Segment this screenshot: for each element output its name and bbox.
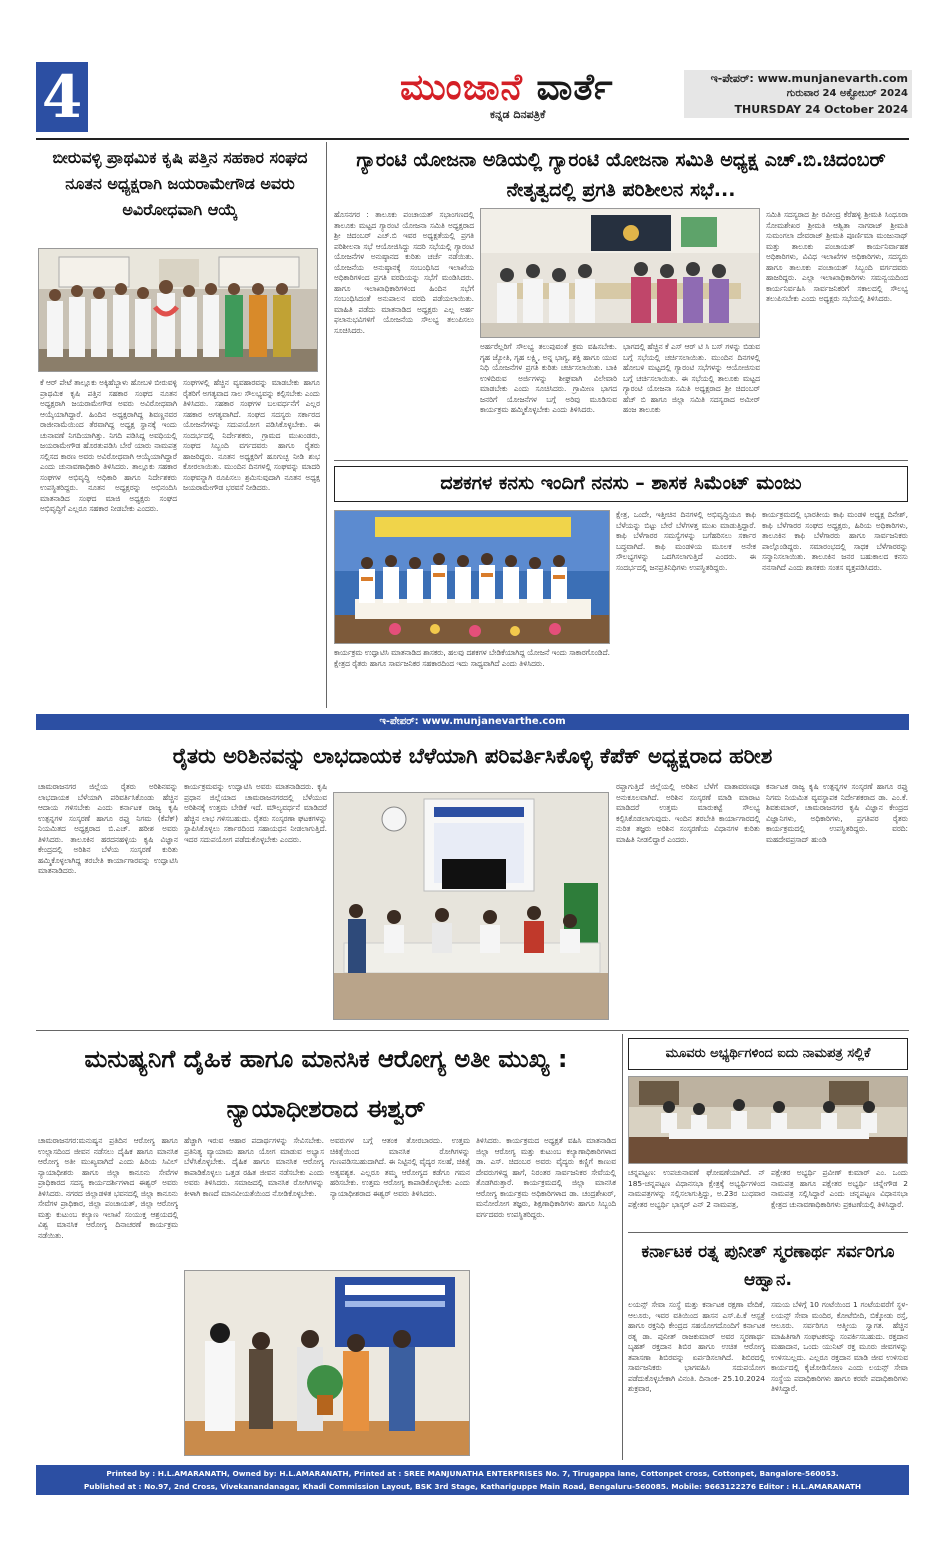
imprint-line-1: Printed by : H.L.AMARANATH, Owned by: H.L.AMARANATH, Printed at : SREE MANJUNATHA ENTERPRISES No. 7, Tirugappa lane, Cottonpet cross, Cottonpet, Bangalore-560053. bbox=[106, 1469, 839, 1478]
article-5-headline: ಮನುಷ್ಯನಿಗೆ ದೈಹಿಕ ಹಾಗೂ ಮಾನಸಿಕ ಆರೋಗ್ಯ ಅತೀ ಮುಖ್ಯ : ನ್ಯಾಯಾಧೀಶರಾದ ಈಶ್ವರ್ bbox=[84, 1045, 568, 1123]
article-5-col-2: ಹೆಚ್ಚಾಗಿ ಇರುವ ಆಹಾರ ಪದಾರ್ಥಗಳನ್ನು ಸೇವಿಸಬೇಕು. ಪ್ರತಿನಿತ್ಯ ವ್ಯಾಯಾಮ ಹಾಗೂ ಯೋಗ ಮಾಡುವ ಅಭ್ಯಾಸ ಬೆಳೆಸಿಕೊಳ್ಳಬೇಕು. ದೈಹಿಕ ಹಾಗೂ ಮಾನಸಿಕ ಆರೋಗ್ಯ ಕಾಪಾಡಿಕೊಳ್ಳಲು ಒತ್ತಡ ರಹಿತ ಜೀವನ ನಡೆಸಬೇಕು ಎಂದು ಅವರು ತಿಳಿಸಿದರು. ಸಮಾಜದಲ್ಲಿ ಮಾನಸಿಕ ರೋಗಿಗಳನ್ನು ಕೀಳಾಗಿ ಕಾಣದೆ ಮಾನವೀಯತೆಯಿಂದ ನೋಡಿಕೊಳ್ಳಬೇಕು. bbox=[184, 1136, 324, 1198]
article-6-headline: ಮೂವರು ಅಭ್ಯರ್ಥಿಗಳಿಂದ ಐದು ನಾಮಪತ್ರ ಸಲ್ಲಿಕೆ bbox=[628, 1038, 908, 1070]
article-7-col-2: ಸಮಯ ಬೆಳಿಗ್ಗೆ 10 ಗಂಟೆಯಿಂದ 1 ಗಂಟೆಯವರೆಗೆ ಸ್ಥಳ- ಲಯನ್ಸ್ ಸೇವಾ ಮಂದಿರ, ಕೋಟೆಬೀದಿ, ಬಿಕ್ಕೋಡು ರಸ್ತೆ, ಆಲೂರು. ಸರ್ವರಿಗೂ ಆತ್ಮೀಯ ಸ್ವಾಗತ. ಹೆಚ್ಚಿನ ಮಾಹಿತಿಗಾಗಿ ಸಂಘಟಕರನ್ನು ಸಂಪರ್ಕಿಸಬಹುದು. ರಕ್ತದಾನ ಮಹಾದಾನ, ಒಂದು ಯುನಿಟ್ ರಕ್ತ ಮೂರು ಜೀವಗಳನ್ನು ಉಳಿಸಬಲ್ಲದು. ಎಲ್ಲರೂ ರಕ್ತದಾನ ಮಾಡಿ ಜೀವ ಉಳಿಸುವ ಕಾರ್ಯದಲ್ಲಿ ಕೈಜೋಡಿಸೋಣ ಎಂದು ಲಯನ್ಸ್ ಸೇವಾ ಸಂಸ್ಥೆಯ ಪದಾಧಿಕಾರಿಗಳು ಹಾಗೂ ಕರವೇ ಪದಾಧಿಕಾರಿಗಳು ತಿಳಿಸಿದ್ದಾರೆ. bbox=[771, 1300, 908, 1393]
article-4-col-1: ಚಾಮರಾಜನಗರ ಜಿಲ್ಲೆಯ ರೈತರು ಅರಿಶಿನವನ್ನು ಲಾಭದಾಯಕ ಬೆಳೆಯಾಗಿ ಪರಿವರ್ತಿಸಿಕೊಂಡು ಹೆಚ್ಚಿನ ಆದಾಯ ಗಳಿಸಬೇಕು ಎಂದು ಕರ್ನಾಟಕ ರಾಜ್ಯ ಕೃಷಿ ಉತ್ಪನ್ನಗಳ ಸಂಸ್ಕರಣೆ ಹಾಗೂ ರಫ್ತು ನಿಗಮ (ಕೆಪೆಕ್) ನಿಯಮಿತದ ಅಧ್ಯಕ್ಷರಾದ ಬಿ.ಎಚ್. ಹರೀಶ ಅವರು ತಿಳಿಸಿದರು. ತಾಲೂಕಿನ ಹರದನಹಳ್ಳಿಯ ಕೃಷಿ ವಿಜ್ಞಾನ ಕೇಂದ್ರದಲ್ಲಿ ಅರಿಶಿನ ಬೆಳೆಯ ಸಂಸ್ಕರಣೆ ಕುರಿತು ಹಮ್ಮಿಕೊಳ್ಳಲಾಗಿದ್ದ ತರಬೇತಿ ಕಾರ್ಯಾಗಾರವನ್ನು ಉದ್ಘಾಟಿಸಿ ಮಾತನಾಡಿದರು. bbox=[38, 782, 178, 875]
column-divider-2 bbox=[622, 1034, 623, 1460]
article-3-col-2: ಕ್ಷೇತ್ರ, ಒಂದೇ, ಇತ್ತೀಚಿನ ದಿನಗಳಲ್ಲಿ ಅಭಿವೃದ್ಧಿಯೂ ಕಾಫಿ ಬೆಳೆಯನ್ನು ಬಿಟ್ಟು ಬೇರೆ ಬೆಳೆಗಳತ್ತ ಮುಖ ಮಾಡುತ್ತಿದ್ದಾರೆ. ಕಾಫಿ ಬೆಳೆಗಾರರ ಸಮಸ್ಯೆಗಳನ್ನು ಬಗೆಹರಿಸಲು ಸರ್ಕಾರ ಬದ್ಧವಾಗಿದೆ. ಕಾಫಿ ಮಂಡಳಿಯ ಮೂಲಕ ಅನೇಕ ಸೌಲಭ್ಯಗಳನ್ನು ಒದಗಿಸಲಾಗುತ್ತಿದೆ ಎಂದರು. ಈ ಸಂದರ್ಭದಲ್ಲಿ ಜನಪ್ರತಿನಿಧಿಗಳು ಉಪಸ್ಥಿತರಿದ್ದರು. bbox=[616, 510, 756, 572]
article-5-photo bbox=[184, 1270, 470, 1456]
article-5-col-4: ತಿಳಿಸಿದರು. ಕಾರ್ಯಕ್ರಮದ ಅಧ್ಯಕ್ಷತೆ ವಹಿಸಿ ಮಾತನಾಡಿದ ಜಿಲ್ಲಾ ಆರೋಗ್ಯ ಮತ್ತು ಕುಟುಂಬ ಕಲ್ಯಾಣಾಧಿಕಾರಿಗಳಾದ ಡಾ. ಎಸ್. ಚಿದಂಬರ ಅವರು ವೈದ್ಯರು ಕಣ್ಣಿಗೆ ಕಾಣುವ ದೇವರುಗಳಿದ್ದ ಹಾಗೆ, ನಿರಂತರ ಸಾರ್ವಜನಿಕರ ಸೇವೆಯಲ್ಲಿ ತೊಡಗಿರುತ್ತಾರೆ. ಕಾರ್ಯಕ್ರಮದಲ್ಲಿ ಜಿಲ್ಲಾ ಮಾನಸಿಕ ಆರೋಗ್ಯ ಕಾರ್ಯಕ್ರಮ ಅಧಿಕಾರಿಗಳಾದ ಡಾ. ಚಂದ್ರಶೇಖರ್, ಮನೋರೋಗ ತಜ್ಞರು, ಶಿಕ್ಷಣಾಧಿಕಾರಿಗಳು ಹಾಗೂ ಸಿಬ್ಬಂದಿ ವರ್ಗದವರು ಉಪಸ್ಥಿತರಿದ್ದರು. bbox=[476, 1136, 616, 1219]
article-1-photo bbox=[38, 248, 318, 372]
article-7-col-1: ಲಯನ್ಸ್ ಸೇವಾ ಸಂಸ್ಥೆ ಮತ್ತು ಕರ್ನಾಟಕ ರಕ್ಷಣಾ ವೇದಿಕೆ, ಆಲೂರು, ಇವರ ವತಿಯಿಂದ ಹಾಸನ ಎಸ್.ಪಿ.ಕೆ ಆಸ್ಪತ್ರೆ ಹಾಗೂ ರಕ್ತನಿಧಿ ಕೇಂದ್ರದ ಸಹಯೋಗದೊಂದಿಗೆ ಕರ್ನಾಟಕ ರತ್ನ ಡಾ. ಪುನೀತ್ ರಾಜಕುಮಾರ್ ಅವರ ಸ್ಮರಣಾರ್ಥ ಬೃಹತ್ ರಕ್ತದಾನ ಶಿಬಿರ ಹಾಗೂ ಉಚಿತ ಆರೋಗ್ಯ ತಪಾಸಣಾ ಶಿಬಿರವನ್ನು ಏರ್ಪಡಿಸಲಾಗಿದೆ. ಶಿಬಿರದಲ್ಲಿ ಸಾರ್ವಜನಿಕರು ಭಾಗವಹಿಸಿ ಸದುಪಯೋಗ ಪಡೆದುಕೊಳ್ಳಬೇಕಾಗಿ ವಿನಂತಿ. ದಿನಾಂಕ- 25.10.2024 ಶುಕ್ರವಾರ, bbox=[628, 1300, 765, 1393]
date-kannada: ಗುರುವಾರ 24 ಅಕ್ಟೋಬರ್ 2024 bbox=[786, 88, 908, 99]
article-6-col-2: ಪಕ್ಷೇತರ ಅಭ್ಯರ್ಥಿ ಪ್ರವೀಣ್ ಕುಮಾರ್ ಎಂ. ಒಂದು ನಾಮಪತ್ರ ಹಾಗೂ ಪಕ್ಷೇತರ ಅಭ್ಯರ್ಥಿ ಚನ್ನೇಗೌಡ 2 ನಾಮಪತ್ರ ಸಲ್ಲಿಸಿದ್ದಾರೆ ಎಂದು ಚನ್ನಪಟ್ಟಣ ವಿಧಾನಸಭಾ ಕ್ಷೇತ್ರದ ಚುನಾವಣಾಧಿಕಾರಿಗಳು ಪ್ರಕಟಣೆಯಲ್ಲಿ ತಿಳಿಸಿದ್ದಾರೆ. bbox=[771, 1168, 908, 1209]
article-1-col-2: ಸಂಘಗಳಲ್ಲಿ ಹೆಚ್ಚಿನ ವ್ಯವಹಾರವನ್ನು ಮಾಡಬೇಕು ಹಾಗೂ ರೈತರಿಗೆ ಅಗತ್ಯವಾದ ಸಾಲ ಸೌಲಭ್ಯವನ್ನು ಕಲ್ಪಿಸಬೇಕು ಎಂದು ತಿಳಿಸಿದರು. ಸಹಕಾರ ಸಂಘಗಳ ಬಲವರ್ಧನೆಗೆ ಎಲ್ಲರ ಸಹಕಾರ ಅಗತ್ಯವಾಗಿದೆ. ಸಂಘದ ಸದಸ್ಯರು ಸರ್ಕಾರದ ಯೋಜನೆಗಳನ್ನು ಸದುಪಯೋಗ ಪಡಿಸಿಕೊಳ್ಳಬೇಕು. ಈ ಸಂದರ್ಭದಲ್ಲಿ ನಿರ್ದೇಶಕರು, ಗ್ರಾಮದ ಮುಖಂಡರು, ಸಂಘದ ಸಿಬ್ಬಂದಿ ವರ್ಗದವರು ಹಾಗೂ ರೈತರು ಹಾಜರಿದ್ದರು. ನೂತನ ಅಧ್ಯಕ್ಷರಿಗೆ ಹೂಗುಚ್ಛ ನೀಡಿ ಶುಭ ಕೋರಲಾಯಿತು. ಮುಂದಿನ ದಿನಗಳಲ್ಲಿ ಸಂಘವನ್ನು ಮಾದರಿ ಸಂಘವನ್ನಾಗಿ ರೂಪಿಸಲು ಶ್ರಮಿಸುವುದಾಗಿ ನೂತನ ಅಧ್ಯಕ್ಷ ಜಯರಾಮೇಗೌಡ ಭರವಸೆ ನೀಡಿದರು. bbox=[183, 378, 320, 492]
date-english: THURSDAY 24 October 2024 bbox=[734, 103, 908, 116]
newspaper-subtitle: ಕನ್ನಡ ದಿನಪತ್ರಿಕೆ bbox=[490, 108, 546, 121]
article-3-headline: ದಶಕಗಳ ಕನಸು ಇಂದಿಗೆ ನನಸು – ಶಾಸಕ ಸಿಮೆಂಟ್ ಮಂಜು bbox=[334, 466, 908, 502]
title-part-2: ವಾರ್ತೆ bbox=[536, 67, 614, 108]
article-6-col-1: ಚನ್ನಪಟ್ಟಣ: ಉಪಚುನಾವಣೆ ಘೋಷಣೆಯಾಗಿದೆ. ನ್ 185-ಚನ್ನಪಟ್ಟಣ ವಿಧಾನಸಭಾ ಕ್ಷೇತ್ರಕ್ಕೆ ಅಭ್ಯರ್ಥಿಗಳಿಂದ ನಾಮಪತ್ರಗಳನ್ನು ಸಲ್ಲಿಸಲಾಗುತ್ತಿದ್ದು, ಅ.23ರ ಬುಧವಾರ ಪಕ್ಷೇತರ ಅಭ್ಯರ್ಥಿ ಭಾಸ್ಕರ್ ಎನ್ 2 ನಾಮಪತ್ರ, bbox=[628, 1168, 765, 1209]
article-4-col-3: ರಫ್ತಾಗುತ್ತಿದೆ ಜಿಲ್ಲೆಯಲ್ಲಿ ಅರಿಶಿನ ಬೆಳೆಗೆ ವಾತಾವರಣವೂ ಅನುಕೂಲವಾಗಿದೆ. ಅರಿಶಿನ ಸಂಸ್ಕರಣೆ ಮಾಡಿ ಮಾರಾಟ ಮಾಡಿದರೆ ಉತ್ತಮ ಮಾರುಕಟ್ಟೆ ಸೌಲಭ್ಯ ಕಲ್ಪಿಸಿಕೊಡಲಾಗುವುದು. ಇಂದಿನ ತರಬೇತಿ ಕಾರ್ಯಾಗಾರದಲ್ಲಿ ನುರಿತ ತಜ್ಞರು ಅರಿಶಿನ ಸಂಸ್ಕರಣೆಯ ವಿಧಾನಗಳ ಕುರಿತು ಮಾಹಿತಿ ನೀಡಲಿದ್ದಾರೆ ಎಂದರು. bbox=[616, 782, 760, 844]
article-3-photo bbox=[334, 510, 610, 644]
article-6-photo bbox=[628, 1076, 908, 1164]
article-4-col-2: ಕಾರ್ಯಕ್ರಮವನ್ನು ಉದ್ಘಾಟಿಸಿ ಅವರು ಮಾತನಾಡಿದರು. ಕೃಷಿ ಪ್ರಧಾನ ಜಿಲ್ಲೆಯಾದ ಚಾಮರಾಜನಗರದಲ್ಲಿ ಬೆಳೆಯುವ ಅರಿಶಿನಕ್ಕೆ ಉತ್ತಮ ಬೇಡಿಕೆ ಇದೆ. ಮೌಲ್ಯವರ್ಧನೆ ಮಾಡಿದರೆ ಹೆಚ್ಚಿನ ಲಾಭ ಗಳಿಸಬಹುದು. ರೈತರು ಸಂಸ್ಕರಣಾ ಘಟಕಗಳನ್ನು ಸ್ಥಾಪಿಸಿಕೊಳ್ಳಲು ಸರ್ಕಾರದಿಂದ ಸಹಾಯಧನ ನೀಡಲಾಗುತ್ತಿದೆ. ಇದರ ಸದುಪಯೋಗ ಪಡೆದುಕೊಳ್ಳಬೇಕು ಎಂದರು. bbox=[184, 782, 327, 844]
section-divider-2 bbox=[36, 1030, 909, 1031]
column-divider bbox=[326, 142, 327, 708]
article-5-col-3: ಅವರುಗಳ ಬಗ್ಗೆ ಆತಂಕ ತೋರಬಾರದು. ಉತ್ತಮ ಚಿಕಿತ್ಸೆಯಿಂದ ಮಾನಸಿಕ ರೋಗಿಗಳನ್ನು ಗುಣಪಡಿಸಬಹುದಾಗಿದೆ. ಈ ನಿಟ್ಟಿನಲ್ಲಿ ವೈದ್ಯರ ಸಲಹೆ, ಚಿಕಿತ್ಸೆ ಅತ್ಯವಶ್ಯಕ. ಎಲ್ಲರೂ ತಮ್ಮ ಆರೋಗ್ಯದ ಕಡೆಗೂ ಗಮನ ಹರಿಸಬೇಕು. ಉತ್ತಮ ಆರೋಗ್ಯ ಕಾಪಾಡಿಕೊಳ್ಳಬೇಕು ಎಂದು ನ್ಯಾಯಾಧೀಶರಾದ ಈಶ್ವರ್ ಅವರು ತಿಳಿಸಿದರು. bbox=[330, 1136, 470, 1198]
article-5-col-1: ಚಾಮರಾಜನಗರ:ಮನುಷ್ಯನ ಪ್ರತಿದಿನ ಆರೋಗ್ಯ ಹಾಗೂ ಉಲ್ಲಾಸದಿಂದ ಜೀವನ ನಡೆಸಲು ದೈಹಿಕ ಹಾಗೂ ಮಾನಸಿಕ ಆರೋಗ್ಯ ಅತೀ ಮುಖ್ಯವಾಗಿದೆ ಎಂದು ಹಿರಿಯ ಸಿವಿಲ್ ನ್ಯಾಯಾಧೀಶರು ಹಾಗೂ ಜಿಲ್ಲಾ ಕಾನೂನು ಸೇವೆಗಳ ಪ್ರಾಧಿಕಾರದ ಸದಸ್ಯ ಕಾರ್ಯದರ್ಶಿಗಳಾದ ಈಶ್ವರ್ ಅವರು ತಿಳಿಸಿದರು. ನಗರದ ಜಿಲ್ಲಾಡಳಿತ ಭವನದಲ್ಲಿ ಜಿಲ್ಲಾ ಕಾನೂನು ಸೇವೆಗಳ ಪ್ರಾಧಿಕಾರ, ಜಿಲ್ಲಾ ಪಂಚಾಯತ್, ಜಿಲ್ಲಾ ಆರೋಗ್ಯ ಮತ್ತು ಕುಟುಂಬ ಕಲ್ಯಾಣ ಇಲಾಖೆ ಸಂಯುಕ್ತ ಆಶ್ರಯದಲ್ಲಿ ವಿಶ್ವ ಮಾನಸಿಕ ಆರೋಗ್ಯ ದಿನಾಚರಣೆ ಕಾರ್ಯಕ್ರಮ ನಡೆಯಿತು. bbox=[38, 1136, 178, 1240]
article-2-col-2: ಅರ್ಹರೆಲ್ಲರಿಗೆ ಸೌಲಭ್ಯ ತಲುಪುವಂತೆ ಕ್ರಮ ವಹಿಸಬೇಕು. ಗೃಹ ಜ್ಯೋತಿ, ಗೃಹ ಲಕ್ಷ್ಮಿ, ಅನ್ನ ಭಾಗ್ಯ, ಶಕ್ತಿ ಹಾಗೂ ಯುವ ನಿಧಿ ಯೋಜನೆಗಳ ಪ್ರಗತಿ ಕುರಿತು ಚರ್ಚಿಸಲಾಯಿತು. ಬಾಕಿ ಉಳಿದಿರುವ ಅರ್ಜಿಗಳನ್ನು ಶೀಘ್ರವಾಗಿ ವಿಲೇವಾರಿ ಮಾಡಬೇಕು ಎಂದು ಸೂಚಿಸಿದರು. ಗ್ರಾಮೀಣ ಭಾಗದ ಜನರಿಗೆ ಯೋಜನೆಗಳ ಬಗ್ಗೆ ಅರಿವು ಮೂಡಿಸುವ ಕಾರ್ಯಕ್ರಮ ಹಮ್ಮಿಕೊಳ್ಳಬೇಕು ಎಂದು ತಿಳಿಸಿದರು. bbox=[480, 342, 617, 414]
article-2-photo bbox=[480, 208, 760, 338]
article-1-col-1: ಕೆ ಆರ್ ಪೇಟೆ ತಾಲ್ಲೂಕು ಅಕ್ಕಿಹೆಬ್ಬಾಳು ಹೋಬಳಿ ಬೀರುವಳ್ಳಿ ಪ್ರಾಥಮಿಕ ಕೃಷಿ ಪತ್ತಿನ ಸಹಕಾರ ಸಂಘದ ನೂತನ ಅಧ್ಯಕ್ಷರಾಗಿ ಜಯರಾಮೇಗೌಡ ಅವರು ಅವಿರೋಧವಾಗಿ ಆಯ್ಕೆಯಾಗಿದ್ದಾರೆ. ಹಿಂದಿನ ಅಧ್ಯಕ್ಷರಾಗಿದ್ದ ಶಿವಣ್ಣನವರ ರಾಜೀನಾಮೆಯಿಂದ ತೆರವಾಗಿದ್ದ ಅಧ್ಯಕ್ಷ ಸ್ಥಾನಕ್ಕೆ ಇಂದು ಚುನಾವಣೆ ನಿಗದಿಯಾಗಿತ್ತು. ನಿಗದಿ ಪಡಿಸಿದ್ದ ಅವಧಿಯಲ್ಲಿ ಜಯರಾಮೇಗೌಡ ಹೊರತುಪಡಿಸಿ ಬೇರೆ ಯಾರು ನಾಮಪತ್ರ ಸಲ್ಲಿಸದ ಕಾರಣ ಅವರು ಅವಿರೋಧವಾಗಿ ಆಯ್ಕೆಯಾಗಿದ್ದಾರೆ ಎಂದು ಚುನಾವಣಾಧಿಕಾರಿ ತಿಳಿಸಿದರು. ತಾಲ್ಲೂಕು ಸಹಕಾರ ಸಂಘಗಳ ಅಭಿವೃದ್ಧಿ ಅಧಿಕಾರಿ ಹಾಗೂ ನಿರ್ದೇಶಕರು ಉಪಸ್ಥಿತರಿದ್ದರು. ನೂತನ ಅಧ್ಯಕ್ಷರನ್ನು ಅಭಿನಂದಿಸಿ ಮಾತನಾಡಿದ ಸಂಘದ ಮಾಜಿ ಅಧ್ಯಕ್ಷರು ಸಂಘದ ಅಭಿವೃದ್ಧಿಗೆ ಎಲ್ಲರೂ ಸಹಕಾರ ನೀಡಬೇಕು ಎಂದರು. bbox=[40, 378, 177, 513]
epaper-link[interactable]: ಇ-ಪೇಪರ್: www.munjanevarth.com bbox=[710, 72, 908, 85]
article-4-headline: ರೈತರು ಅರಿಶಿನವನ್ನು ಲಾಭದಾಯಕ ಬೆಳೆಯಾಗಿ ಪರಿವರ್ತಿಸಿಕೊಳ್ಳಿ ಕೆಪೆಕ್ ಅಧ್ಯಕ್ಷರಾದ ಹರೀಶ bbox=[172, 744, 773, 768]
imprint-line-2: Published at : No.97, 2nd Cross, Vivekanandanagar, Khadi Commission Layout, BSK 3rd Stage, Kathariguppe Main Road, Bengaluru-560085. Mobile: 9663122276 Editor : H.L.AMARANATH bbox=[83, 1482, 862, 1491]
imprint-footer bbox=[36, 1465, 909, 1495]
masthead-divider bbox=[36, 138, 909, 140]
article-3-col-3: ಕಾರ್ಯಕ್ರಮದಲ್ಲಿ ಭಾರತೀಯ ಕಾಫಿ ಮಂಡಳಿ ಅಧ್ಯಕ್ಷ ದಿನೇಶ್, ಕಾಫಿ ಬೆಳೆಗಾರರ ಸಂಘದ ಅಧ್ಯಕ್ಷರು, ಹಿರಿಯ ಅಧಿಕಾರಿಗಳು, ತಾಲೂಕಿನ ಕಾಫಿ ಬೆಳೆಗಾರರು ಹಾಗೂ ಸಾರ್ವಜನಿಕರು ಪಾಲ್ಗೊಂಡಿದ್ದರು. ಸಮಾರಂಭದಲ್ಲಿ ಸಾಧಕ ಬೆಳೆಗಾರರನ್ನು ಸನ್ಮಾನಿಸಲಾಯಿತು. ತಾಲೂಕಿನ ಜನರ ಬಹುಕಾಲದ ಕನಸು ನನಸಾಗಿದೆ ಎಂದು ಶಾಸಕರು ಸಂತಸ ವ್ಯಕ್ತಪಡಿಸಿದರು. bbox=[762, 510, 908, 572]
article-4-col-4: ಕರ್ನಾಟಕ ರಾಜ್ಯ ಕೃಷಿ ಉತ್ಪನ್ನಗಳ ಸಂಸ್ಕರಣೆ ಹಾಗೂ ರಫ್ತು ನಿಗಮ ನಿಯಮಿತ ವ್ಯವಸ್ಥಾಪಕ ನಿರ್ದೇಶಕರಾದ ಡಾ. ಎಂ.ಕೆ. ಶಿವಕುಮಾರ್, ಚಾಮರಾಜನಗರ ಕೃಷಿ ವಿಜ್ಞಾನ ಕೇಂದ್ರದ ವಿಜ್ಞಾನಿಗಳು, ಅಧಿಕಾರಿಗಳು, ಪ್ರಗತಿಪರ ರೈತರು ಕಾರ್ಯಕ್ರಮದಲ್ಲಿ ಉಪಸ್ಥಿತರಿದ್ದರು. ವರದಿ: ಮಹದೇವಪ್ರಸಾದ್ ಹುಂಡಿ bbox=[766, 782, 908, 844]
newspaper-title bbox=[400, 66, 660, 110]
article-2-headline: ಗ್ಯಾರಂಟಿ ಯೋಜನಾ ಅಡಿಯಲ್ಲಿ ಗ್ಯಾರಂಟಿ ಯೋಜನಾ ಸಮಿತಿ ಅಧ್ಯಕ್ಷ ಎಚ್.ಬಿ.ಚಿದಂಬರ್ ನೇತೃತ್ವದಲ್ಲಿ ಪ್ರಗತಿ ಪರಿಶೀಲನ ಸಭೆ... bbox=[356, 149, 886, 201]
article-2-col-4: ಸಮಿತಿ ಸದಸ್ಯರಾದ ಶ್ರೀ ರವೀಂದ್ರ ಕೆರೆಹಳ್ಳಿ ಶ್ರೀಮತಿ ಸಿಂಧೂರಾ ಸೋಮಶೇಖರ ಶ್ರೀಮತಿ ಆಶ್ವಿತಾ ನಾಗರಾಜ್ ಶ್ರೀಮತಿ ಸುಮಂಗಲಾ ದೇವರಾಜ್ ಶ್ರೀಮತಿ ಪೂರ್ಣಿಮಾ ಮಂಜುನಾಥ್ ಮತ್ತು ತಾಲೂಕು ಪಂಚಾಯತ್ ಕಾರ್ಯನಿರ್ವಾಹಕ ಅಧಿಕಾರಿಗಳು, ವಿವಿಧ ಇಲಾಖೆಗಳ ಅಧಿಕಾರಿಗಳು, ಸದಸ್ಯರು ಹಾಗೂ ತಾಲೂಕು ಪಂಚಾಯತ್ ಸಿಬ್ಬಂದಿ ವರ್ಗದವರು ಹಾಜರಿದ್ದರು. ಎಲ್ಲಾ ಇಲಾಖಾಧಿಕಾರಿಗಳು ಸಮನ್ವಯದಿಂದ ಕಾರ್ಯನಿರ್ವಹಿಸಿ ಸಾರ್ವಜನಿಕರಿಗೆ ಸಕಾಲದಲ್ಲಿ ಸೌಲಭ್ಯ ತಲುಪಿಸಬೇಕು ಎಂದು ಅಧ್ಯಕ್ಷರು ಸಭೆಯಲ್ಲಿ ತಿಳಿಸಿದರು. bbox=[766, 210, 908, 303]
article-1-headline: ಬೀರುವಳ್ಳಿ ಪ್ರಾಥಮಿಕ ಕೃಷಿ ಪತ್ತಿನ ಸಹಕಾರ ಸಂಘದ ನೂತನ ಅಧ್ಯಕ್ಷರಾಗಿ ಜಯರಾಮೇಗೌಡ ಅವರು ಅವಿರೋಧವಾಗಿ ಆಯ್ಕೆ bbox=[52, 148, 308, 219]
title-part-1: ಮುಂಜಾನೆ bbox=[400, 67, 523, 108]
epaper-strip[interactable]: ಇ-ಪೇಪರ್: www.munjanevarthe.com bbox=[36, 714, 909, 730]
article-2-col-1: ಹೊಸನಗರ : ತಾಲೂಕು ಪಂಚಾಯತ್ ಸಭಾಂಗಣದಲ್ಲಿ ತಾಲೂಕು ಮಟ್ಟದ ಗ್ಯಾರಂಟಿ ಯೋಜನಾ ಸಮಿತಿ ಅಧ್ಯಕ್ಷರಾದ ಶ್ರೀ ಚಿದಂಬರ್ ಎಚ್.ಬಿ ಇವರ ಅಧ್ಯಕ್ಷತೆಯಲ್ಲಿ ಪ್ರಗತಿ ಪರಿಶೀಲನಾ ಸಭೆ ಆಯೋಜಿಸಿದ್ದು ಸದರಿ ಸಭೆಯಲ್ಲಿ ಗ್ಯಾರಂಟಿ ಯೋಜನೆಗಳ ಅನುಷ್ಠಾನದ ಕುರಿತು ಚರ್ಚೆ ನಡೆಯಿತು. ಯೋಜನೆಯ ಅನುಷ್ಠಾನಕ್ಕೆ ಸಂಬಂಧಿಸಿದ ಇಲಾಖೆಯ ಅಧಿಕಾರಿಗಳಿಂದ ಪ್ರಗತಿ ವರದಿಯನ್ನು ಸಭೆಗೆ ಮಂಡಿಸಿದರು. ಹಾಗೂ ಇಲಾಖಾಧಿಕಾರಿಗಳಿಂದ ಹಿಂದಿನ ಸಭೆಗೆ ಸಂಬಂಧಿಸಿದಂತೆ ಅನುಪಾಲನ ವರದಿ ಪಡೆಯಲಾಯಿತು. ಮಾಹಿತಿ ಪಡೆದು ಮಾತನಾಡಿದ ಅಧ್ಯಕ್ಷರು ಎಲ್ಲ ಅರ್ಹ ಫಲಾನುಭವಿಗಳಿಗೆ ಯೋಜನೆಯ ಸೌಲಭ್ಯ ತಲುಪಿಸಲು ಸೂಚಿಸಿದರು. bbox=[334, 210, 474, 335]
article-2-col-3: ಭಾಗದಲ್ಲಿ ಹೆಚ್ಚಿನ ಕೆ ಎಸ್ ಆರ್ ಟಿ ಸಿ ಬಸ್ ಗಳನ್ನು ಬಿಡುವ ಬಗ್ಗೆ ಸಭೆಯಲ್ಲಿ ಚರ್ಚಿಸಲಾಯಿತು. ಮುಂದಿನ ದಿನಗಳಲ್ಲಿ ಹೋಬಳಿ ಮಟ್ಟದಲ್ಲಿ ಗ್ಯಾರಂಟಿ ಸಭೆಗಳನ್ನು ಆಯೋಜಿಸುವ ಬಗ್ಗೆ ಚರ್ಚಿಸಲಾಯಿತು. ಈ ಸಭೆಯಲ್ಲಿ ತಾಲೂಕು ಮಟ್ಟದ ಗ್ಯಾರಂಟಿ ಯೋಜನಾ ಸಮಿತಿ ಅಧ್ಯಕ್ಷರಾದ ಶ್ರೀ ಚಿದಂಬರ್ ಹೆಚ್ ಬಿ ಹಾಗೂ ಜಿಲ್ಲಾ ಸಮಿತಿ ಸದಸ್ಯರಾದ ಅಮೀರ್ ಹಂಜ ತಾಲೂಕು bbox=[623, 342, 760, 414]
article-7-headline: ಕರ್ನಾಟಕ ರತ್ನ ಪುನೀತ್ ಸ್ಮರಣಾರ್ಥ ಸರ್ವರಿಗೂ ಆಹ್ವಾನ. bbox=[641, 1242, 895, 1290]
article-4-photo bbox=[333, 792, 609, 1020]
section-divider bbox=[334, 460, 908, 461]
page-number: 4 bbox=[36, 62, 88, 132]
section-divider-3 bbox=[628, 1232, 908, 1233]
article-3-caption: ಕಾರ್ಯಕ್ರಮ ಉದ್ಘಾಟಿಸಿ ಮಾತನಾಡಿದ ಶಾಸಕರು, ಹಲವು ದಶಕಗಳ ಬೇಡಿಕೆಯಾಗಿದ್ದ ಯೋಜನೆ ಇಂದು ಸಾಕಾರಗೊಂಡಿದೆ. ಕ್ಷೇತ್ರದ ರೈತರು ಹಾಗೂ ಸಾರ್ವಜನಿಕರ ಸಹಕಾರದಿಂದ ಇದು ಸಾಧ್ಯವಾಗಿದೆ ಎಂದು ತಿಳಿಸಿದರು. bbox=[334, 648, 610, 668]
